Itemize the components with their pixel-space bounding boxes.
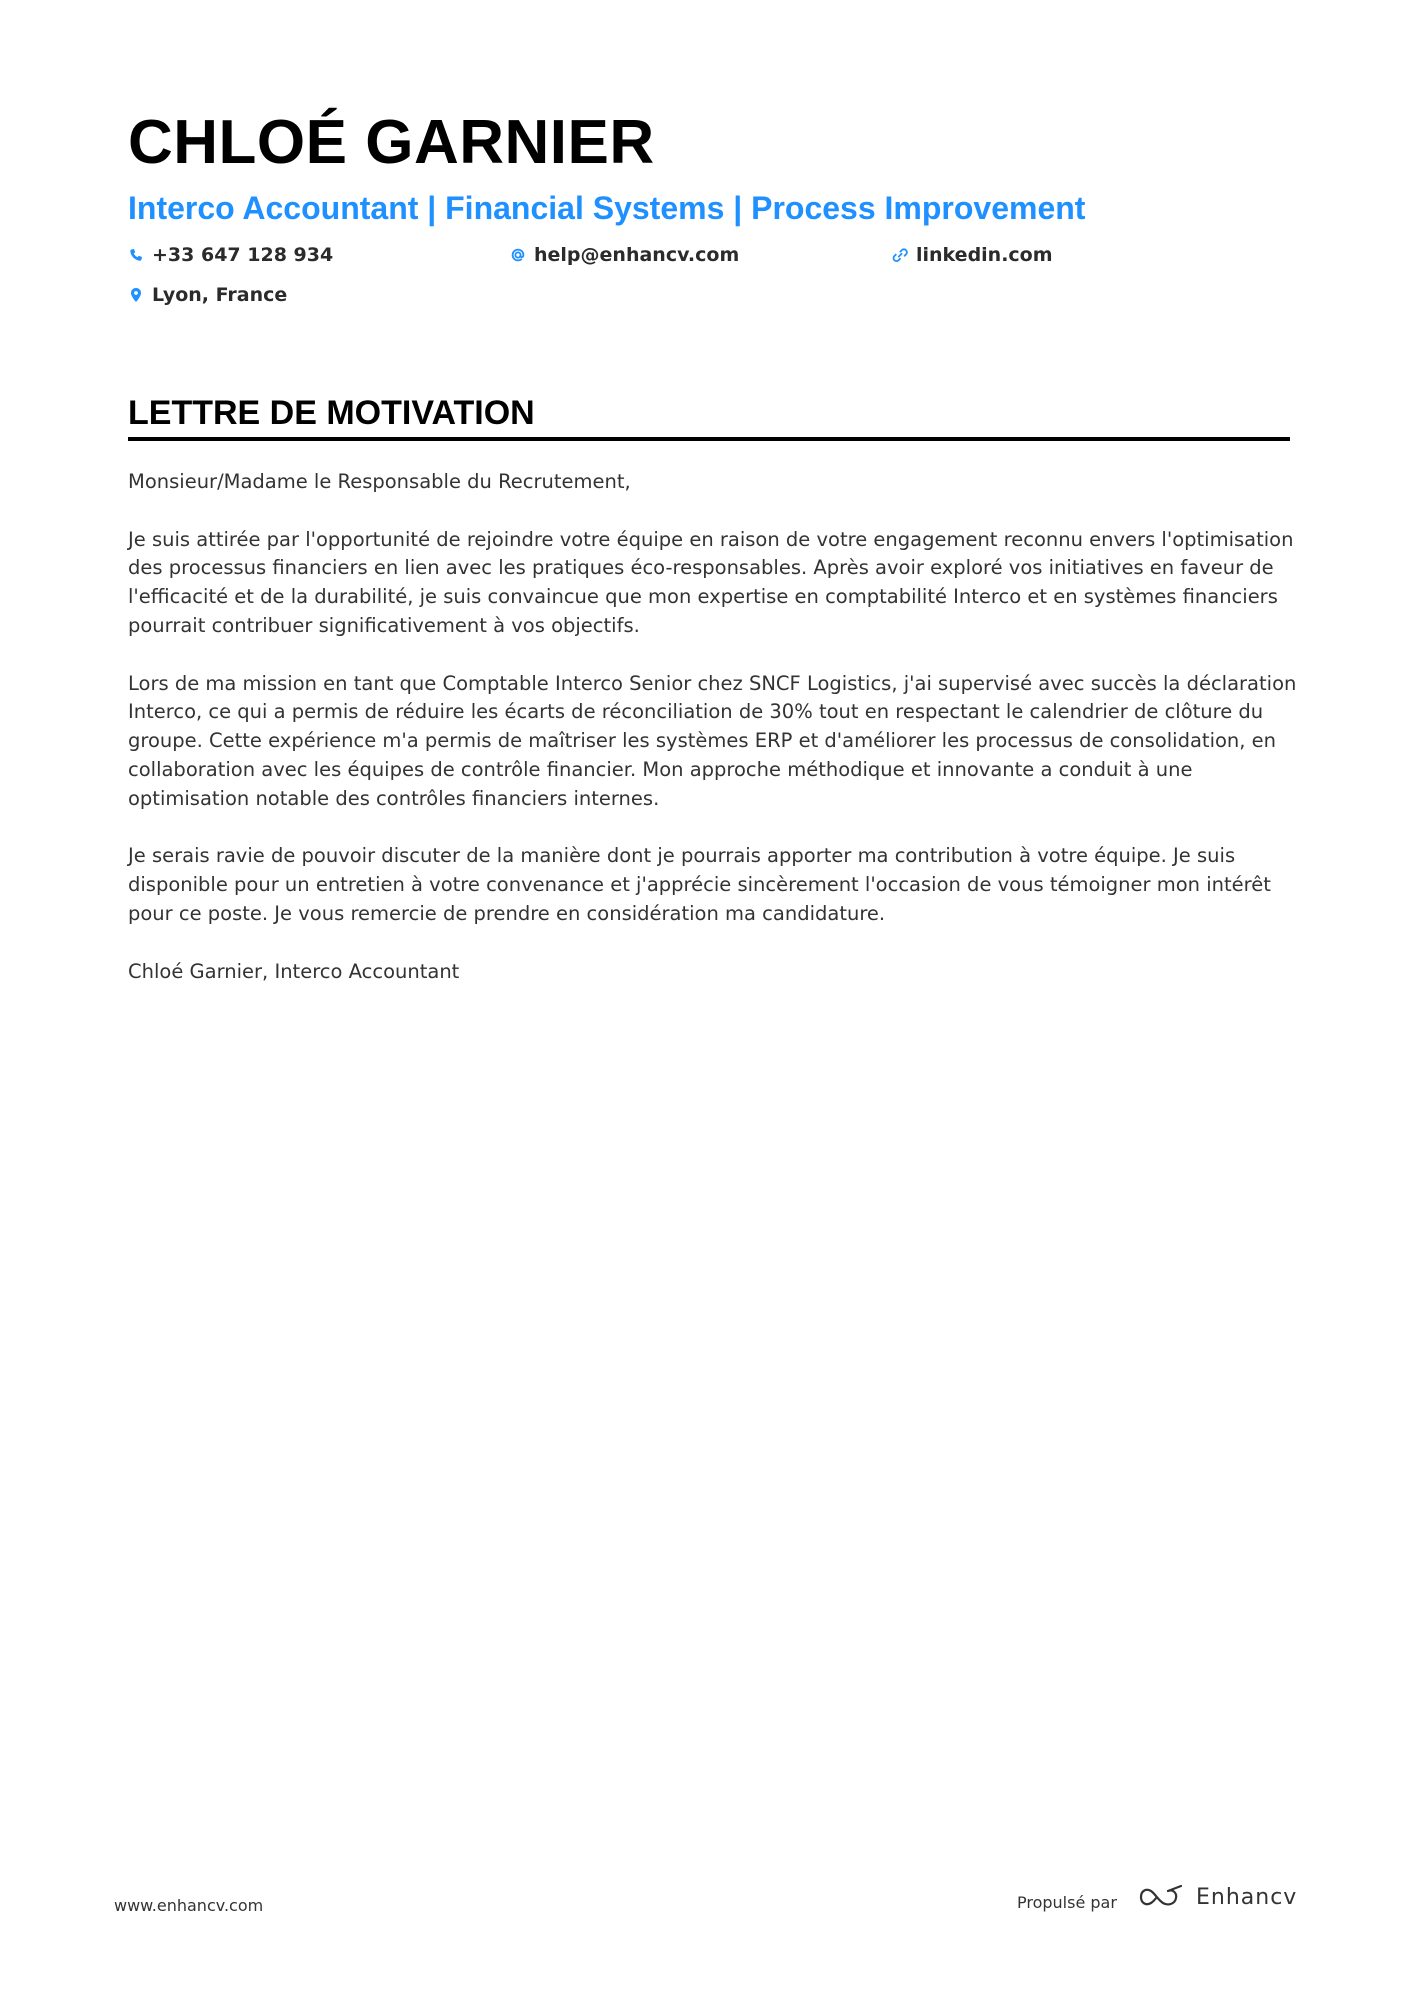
section-title: LETTRE DE MOTIVATION <box>128 394 535 432</box>
contact-phone <box>128 243 333 267</box>
contact-location <box>128 283 287 307</box>
contact-email <box>510 243 739 267</box>
brand-name: Enhancv <box>1196 1884 1298 1910</box>
phone-text[interactable]: +33 647 128 934 <box>152 244 334 266</box>
link-icon <box>892 245 908 265</box>
footer-website[interactable]: www.enhancv.com <box>114 1896 264 1915</box>
letter-signature: Chloé Garnier, Interco Accountant <box>128 959 460 983</box>
candidate-headline: Interco Accountant | Financial Systems | Process Improvement <box>128 190 1086 226</box>
letter-body <box>128 468 1298 1015</box>
letter-paragraph: Je serais ravie de pouvoir discuter de la manière dont je pourrais apporter ma contribution à votre équipe. Je suis disponible pour un entretien à votre convenance et j'apprécie sincèrement l'occasion de vous témoigner mon intérêt pour ce poste. Je vous remercie de prendre en considération ma candidature. <box>128 844 1271 925</box>
candidate-name: CHLOÉ GARNIER <box>128 108 655 177</box>
email-text[interactable]: help@enhancv.com <box>534 244 740 266</box>
footer-brand[interactable] <box>1138 1882 1297 1912</box>
enhancv-logo-icon <box>1138 1882 1184 1912</box>
letter-paragraph: Lors de ma mission en tant que Comptable Interco Senior chez SNCF Logistics, j'ai supervisé avec succès la déclaration Interco, ce qui a permis de réduire les écarts de réconciliation de 30% tout en respectant le calendrier de clôture du groupe. Cette expérience m'a permis de maîtriser les systèmes ERP et d'améliorer les processus de consolidation, en collaboration avec les équipes de contrôle financier. Mon approche méthodique et innovante a conduit à une optimisation notable des contrôles financiers internes. <box>128 671 1297 810</box>
letter-salutation: Monsieur/Madame le Responsable du Recrutement, <box>128 470 631 493</box>
link-text[interactable]: linkedin.com <box>916 244 1053 266</box>
phone-icon <box>128 245 144 265</box>
footer-powered-by: Propulsé par <box>1017 1893 1117 1912</box>
section-divider <box>128 437 1290 441</box>
contact-link <box>892 243 1053 267</box>
at-icon <box>510 245 526 265</box>
letter-paragraph: Je suis attirée par l'opportunité de rejoindre votre équipe en raison de votre engagement reconnu envers l'optimisation des processus financiers en lien avec les pratiques éco-responsables. Après avoir exploré vos initiatives en faveur de l'efficacité et de la durabilité, je suis convaincue que mon expertise en comptabilité Interco et en systèmes financiers pourrait contribuer significativement à vos objectifs. <box>128 527 1294 637</box>
location-pin-icon <box>128 285 144 305</box>
location-text: Lyon, France <box>152 284 288 306</box>
